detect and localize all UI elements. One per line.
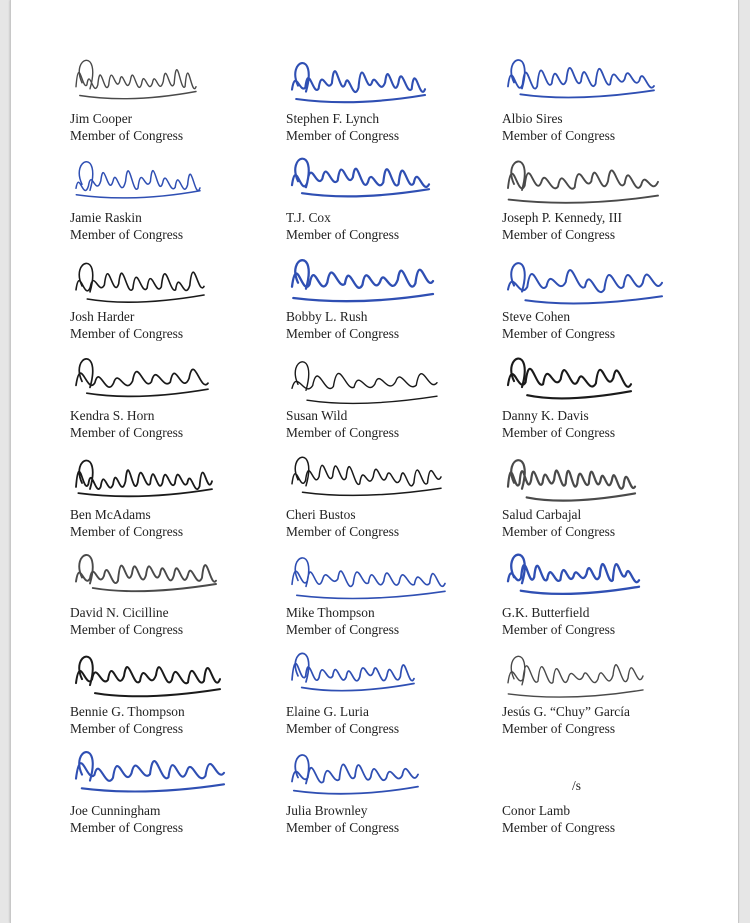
signatory-title: Member of Congress — [286, 326, 400, 341]
handwritten-signature — [272, 740, 462, 810]
signatory-title: Member of Congress — [286, 622, 400, 637]
signatory-title: Member of Congress — [70, 524, 184, 539]
signatory-name: Jim Cooper — [70, 111, 133, 126]
signatory-name: Susan Wild — [286, 408, 348, 423]
handwritten-signature — [488, 542, 678, 612]
handwritten-signature — [272, 542, 462, 612]
handwritten-signature — [488, 147, 678, 217]
signatory-title: Member of Congress — [70, 326, 184, 341]
document-page — [10, 0, 738, 923]
signatory-title: Member of Congress — [286, 524, 400, 539]
signatory-name: Bobby L. Rush — [286, 309, 368, 324]
signatory-title: Member of Congress — [70, 820, 184, 835]
handwritten-signature — [56, 246, 246, 316]
signatory-title: Member of Congress — [286, 820, 400, 835]
signatory-title: Member of Congress — [70, 227, 184, 242]
signatory-name: Julia Brownley — [286, 803, 368, 818]
signatory-title: Member of Congress — [70, 721, 184, 736]
signatory-name: Conor Lamb — [502, 803, 571, 818]
handwritten-signature — [272, 444, 462, 514]
signatory-title: Member of Congress — [70, 425, 184, 440]
signatory-name: Steve Cohen — [502, 309, 571, 324]
handwritten-signature — [272, 641, 462, 711]
signatory-title: Member of Congress — [286, 227, 400, 242]
signatory-name: Jamie Raskin — [70, 210, 142, 225]
handwritten-signature — [272, 147, 462, 217]
signatory-title: Member of Congress — [70, 622, 184, 637]
handwritten-signature — [56, 444, 246, 514]
signatory-title: Member of Congress — [286, 128, 400, 143]
signatory-name: T.J. Cox — [286, 210, 331, 225]
signatory-title: Member of Congress — [502, 326, 616, 341]
signatory-name: Danny K. Davis — [502, 408, 589, 423]
signatory-name: Kendra S. Horn — [70, 408, 155, 423]
signatory-name: Stephen F. Lynch — [286, 111, 380, 126]
signatory-name: Josh Harder — [70, 309, 135, 324]
signatory-title: Member of Congress — [502, 425, 616, 440]
handwritten-signature — [272, 345, 462, 415]
signatory-name: Salud Carbajal — [502, 507, 582, 522]
handwritten-signature — [56, 542, 246, 612]
handwritten-signature — [56, 740, 246, 810]
signatory-title: Member of Congress — [286, 721, 400, 736]
signatory-name: Bennie G. Thompson — [70, 704, 185, 719]
signatory-name: Joseph P. Kennedy, III — [502, 210, 622, 225]
handwritten-signature — [488, 48, 678, 118]
handwritten-signature — [272, 48, 462, 118]
signatory-title: Member of Congress — [502, 524, 616, 539]
signatory-title: Member of Congress — [502, 622, 616, 637]
signatory-name: G.K. Butterfield — [502, 605, 590, 620]
signatory-title: Member of Congress — [502, 820, 616, 835]
signatory-title: Member of Congress — [286, 425, 400, 440]
handwritten-signature — [488, 641, 678, 711]
signatory-title: Member of Congress — [502, 128, 616, 143]
signatory-name: Cheri Bustos — [286, 507, 356, 522]
signatory-name: Jesús G. “Chuy” García — [502, 704, 630, 719]
signatory-name: Albio Sires — [502, 111, 563, 126]
handwritten-signature — [56, 48, 246, 118]
signatory-name: Mike Thompson — [286, 605, 375, 620]
signature-mark: /s — [572, 778, 581, 793]
handwritten-signature — [56, 641, 246, 711]
signatory-name: Ben McAdams — [70, 507, 151, 522]
page-left-edge — [10, 0, 11, 923]
signatory-name: Joe Cunningham — [70, 803, 161, 818]
signatory-title: Member of Congress — [502, 721, 616, 736]
handwritten-signature — [488, 444, 678, 514]
signatory-name: David N. Cicilline — [70, 605, 169, 620]
signatory-title: Member of Congress — [70, 128, 184, 143]
page-right-edge — [738, 0, 739, 923]
handwritten-signature — [272, 246, 462, 316]
handwritten-signature — [488, 345, 678, 415]
signatory-title: Member of Congress — [502, 227, 616, 242]
handwritten-signature — [56, 147, 246, 217]
handwritten-signature — [56, 345, 246, 415]
handwritten-signature — [488, 246, 678, 316]
signatory-name: Elaine G. Luria — [286, 704, 369, 719]
